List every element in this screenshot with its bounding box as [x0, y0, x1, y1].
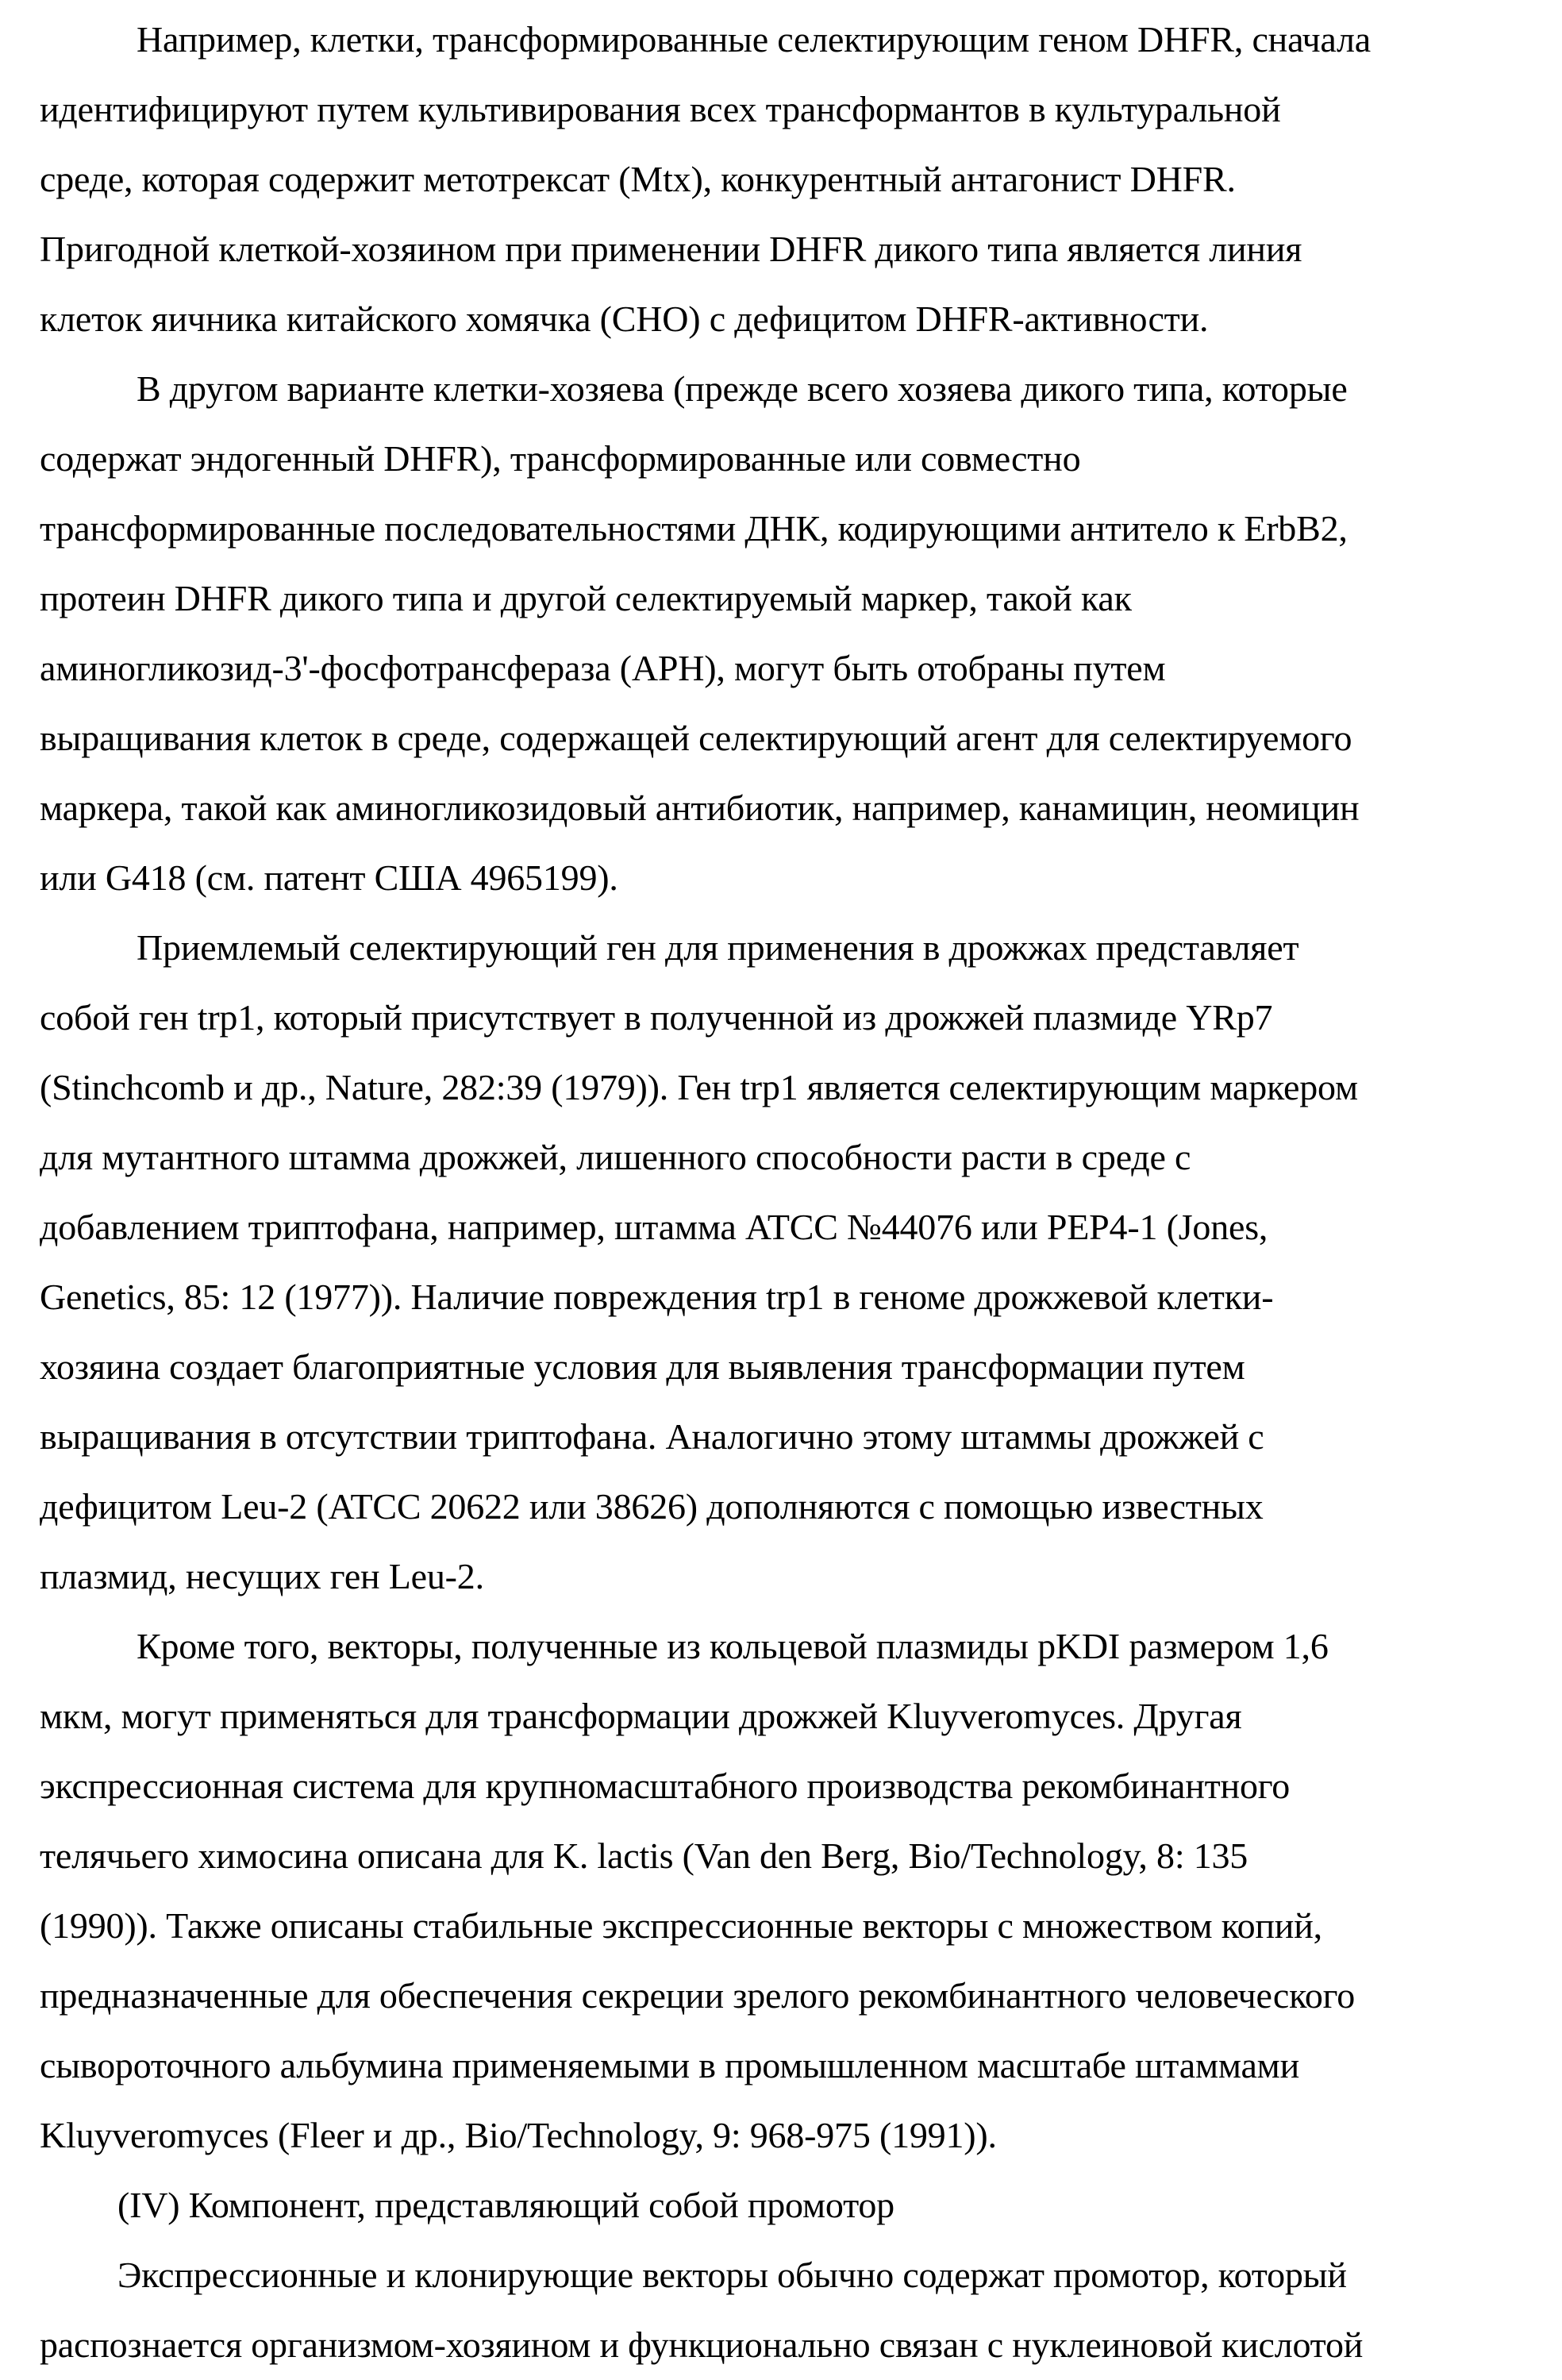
text-line: телячьего химосина описана для K. lactis (Van den Berg, Bio/Technology, 8: 135: [40, 1835, 1248, 1876]
text-line: содержат эндогенный DHFR), трансформированные или совместно: [40, 438, 1081, 479]
text-line: мкм, могут применяться для трансформации дрожжей Kluyveromyces. Другая: [40, 1696, 1242, 1736]
text-line: или G418 (см. патент США 4965199).: [40, 857, 618, 898]
text-line: Kluyveromyces (Fleer и др., Bio/Technology, 9: 968-975 (1991)).: [40, 2115, 997, 2155]
text-line: (Stinchcomb и др., Nature, 282:39 (1979)). Ген trp1 является селектирующим маркером: [40, 1067, 1358, 1107]
text-line: трансформированные последовательностями ДНК, кодирующими антитело к ErbB2,: [40, 508, 1348, 549]
section-heading: [0, 2170, 1562, 2240]
paragraph-yeast-trp1: [0, 913, 1562, 1612]
text-line: Например, клетки, трансформированные селектирующим геном DHFR, сначала: [137, 19, 1371, 60]
text-line: хозяина создает благоприятные условия для выявления трансформации путем: [40, 1346, 1245, 1387]
text-line: среде, которая содержит метотрексат (Mtx), конкурентный антагонист DHFR.: [40, 159, 1236, 199]
text-line: маркера, такой как аминогликозидовый антибиотик, например, канамицин, неомицин: [40, 788, 1360, 828]
text-line: идентифицируют путем культивирования всех трансформантов в культуральной: [40, 89, 1281, 129]
section-heading-text: (IV) Компонент, представляющий собой промотор: [117, 2185, 894, 2225]
text-line: Кроме того, векторы, полученные из кольцевой плазмиды pKDI размером 1,6: [137, 1626, 1329, 1666]
text-line: Пригодной клеткой-хозяином при применении DHFR дикого типа является линия: [40, 229, 1302, 269]
text-line: предназначенные для обеспечения секреции зрелого рекомбинантного человеческого: [40, 1975, 1355, 2016]
text-line: выращивания клеток в среде, содержащей селектирующий агент для селектируемого: [40, 718, 1352, 758]
text-line: (1990)). Также описаны стабильные экспрессионные векторы с множеством копий,: [40, 1905, 1322, 1946]
text-line: собой ген trp1, который присутствует в полученной из дрожжей плазмиде YRp7: [40, 997, 1273, 1038]
text-line: Приемлемый селектирующий ген для применения в дрожжах представляет: [137, 927, 1299, 968]
text-line: для мутантного штамма дрожжей, лишенного способности расти в среде с: [40, 1137, 1191, 1177]
text-line: распознается организмом-хозяином и функционально связан с нуклеиновой кислотой: [40, 2324, 1364, 2365]
text-line: протеин DHFR дикого типа и другой селектируемый маркер, такой как: [40, 578, 1132, 618]
text-line: дефицитом Leu-2 (ATCC 20622 или 38626) дополняются с помощью известных: [40, 1486, 1264, 1527]
text-line: добавлением триптофана, например, штамма ATCC №44076 или PEP4-1 (Jones,: [40, 1207, 1268, 1247]
paragraph-kluyveromyces: [0, 1612, 1562, 2170]
text-line: плазмид, несущих ген Leu-2.: [40, 1556, 484, 1596]
text-line: выращивания в отсутствии триптофана. Аналогично этому штаммы дрожжей с: [40, 1416, 1264, 1457]
paragraph-promoter: [0, 2240, 1562, 2380]
text-line: экспрессионная система для крупномасштабного производства рекомбинантного: [40, 1766, 1291, 1806]
text-line: Genetics, 85: 12 (1977)). Наличие повреждения trp1 в геноме дрожжевой клетки-: [40, 1277, 1274, 1317]
paragraph-host-cells-variant: [0, 354, 1562, 913]
text-line: сывороточного альбумина применяемыми в промышленном масштабе штаммами: [40, 2045, 1299, 2085]
text-line: Экспрессионные и клонирующие векторы обычно содержат промотор, который: [117, 2255, 1347, 2295]
text-line: клеток яичника китайского хомячка (CHO) с дефицитом DHFR-активности.: [40, 298, 1209, 339]
paragraph-dhfr-selection: [0, 5, 1562, 354]
text-line: В другом варианте клетки-хозяева (прежде всего хозяева дикого типа, которые: [137, 368, 1348, 409]
text-line: аминогликозид-3'-фосфотрансфераза (APH), могут быть отобраны путем: [40, 648, 1166, 688]
